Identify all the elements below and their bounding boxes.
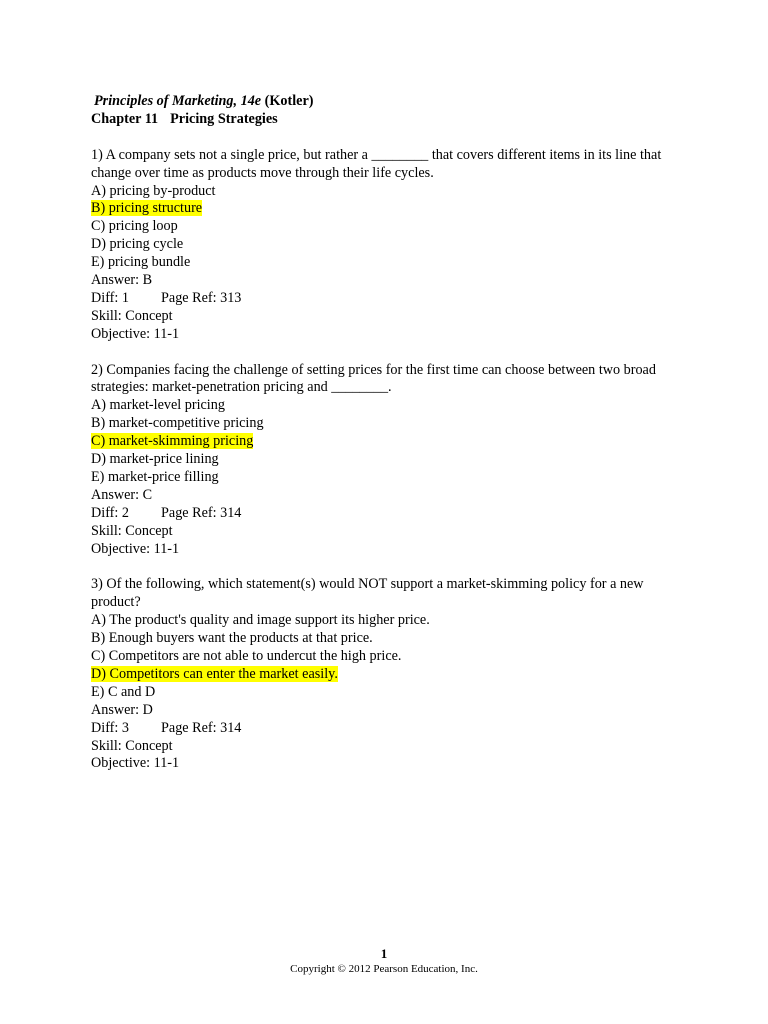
answer-option xyxy=(91,218,691,236)
answer-option xyxy=(91,433,691,451)
answer-option xyxy=(91,469,691,487)
answer-option xyxy=(91,254,691,272)
objective: Objective: 11-1 xyxy=(91,540,180,557)
option-text: E) C and D xyxy=(91,683,156,700)
option-text: A) The product's quality and image support its higher price. xyxy=(91,612,430,629)
difficulty-row xyxy=(91,720,691,738)
skill: Skill: Concept xyxy=(91,522,173,539)
highlighted-correct-option: D) Competitors can enter the market easily. xyxy=(91,665,338,682)
question-list xyxy=(91,147,691,774)
answer-key: Answer: D xyxy=(91,701,153,718)
difficulty-row xyxy=(91,505,691,523)
copyright-notice: Copyright © 2012 Pearson Education, Inc. xyxy=(290,963,478,975)
answer-option xyxy=(91,612,691,630)
page-reference: Page Ref: 314 xyxy=(161,504,242,521)
book-author: (Kotler) xyxy=(264,93,314,109)
option-text: A) pricing by-product xyxy=(91,182,216,199)
option-text: E) market-price filling xyxy=(91,469,219,485)
objective: Objective: 11-1 xyxy=(91,325,180,342)
question-stem: 1) A company sets not a single price, but rather a ________ that covers different items in its line that change over time as products move through their life cycles. xyxy=(91,146,662,181)
highlighted-correct-option: C) market-skimming pricing xyxy=(91,433,254,450)
highlighted-correct-option: B) pricing structure xyxy=(91,200,203,217)
page-content xyxy=(91,93,691,773)
option-text: C) pricing loop xyxy=(91,218,178,235)
answer-key: Answer: C xyxy=(91,486,153,503)
answer-option xyxy=(91,236,691,254)
skill: Skill: Concept xyxy=(91,737,173,754)
answer-key: Answer: B xyxy=(91,272,153,289)
option-text: A) market-level pricing xyxy=(91,397,225,414)
option-text: C) Competitors are not able to undercut the high price. xyxy=(91,648,402,665)
answer-option xyxy=(91,684,691,702)
skill: Skill: Concept xyxy=(91,307,173,324)
answer-option xyxy=(91,648,691,666)
difficulty: Diff: 3 xyxy=(91,719,129,736)
answer-option xyxy=(91,183,691,201)
page-number: 1 xyxy=(380,946,388,961)
objective: Objective: 11-1 xyxy=(91,755,180,772)
answer-option xyxy=(91,666,691,684)
book-header xyxy=(91,93,691,111)
option-text: B) Enough buyers want the products at that price. xyxy=(91,630,373,647)
question-3 xyxy=(91,576,691,773)
question-stem: 2) Companies facing the challenge of setting prices for the first time can choose between two broad strategies: market-penetration pricing and ________. xyxy=(91,361,656,396)
option-text: E) pricing bundle xyxy=(91,254,191,271)
page-reference: Page Ref: 313 xyxy=(161,289,242,306)
answer-option xyxy=(91,630,691,648)
difficulty: Diff: 2 xyxy=(91,504,129,521)
difficulty-row xyxy=(91,290,691,308)
question-2 xyxy=(91,362,691,559)
question-1 xyxy=(91,147,691,344)
chapter-label: Chapter 11 xyxy=(91,110,159,127)
chapter-title: Pricing Strategies xyxy=(170,110,278,127)
question-stem: 3) Of the following, which statement(s) would NOT support a market-skimming policy for a new product? xyxy=(91,576,644,611)
book-title: Principles of Marketing, 14e xyxy=(94,93,262,109)
answer-option xyxy=(91,200,691,218)
chapter-heading xyxy=(91,111,691,129)
option-text: D) market-price lining xyxy=(91,451,219,468)
answer-option xyxy=(91,415,691,433)
difficulty: Diff: 1 xyxy=(91,289,129,306)
page-reference: Page Ref: 314 xyxy=(161,719,242,736)
option-text: D) pricing cycle xyxy=(91,236,184,253)
option-text: B) market-competitive pricing xyxy=(91,415,264,432)
answer-option xyxy=(91,397,691,415)
answer-option xyxy=(91,451,691,469)
